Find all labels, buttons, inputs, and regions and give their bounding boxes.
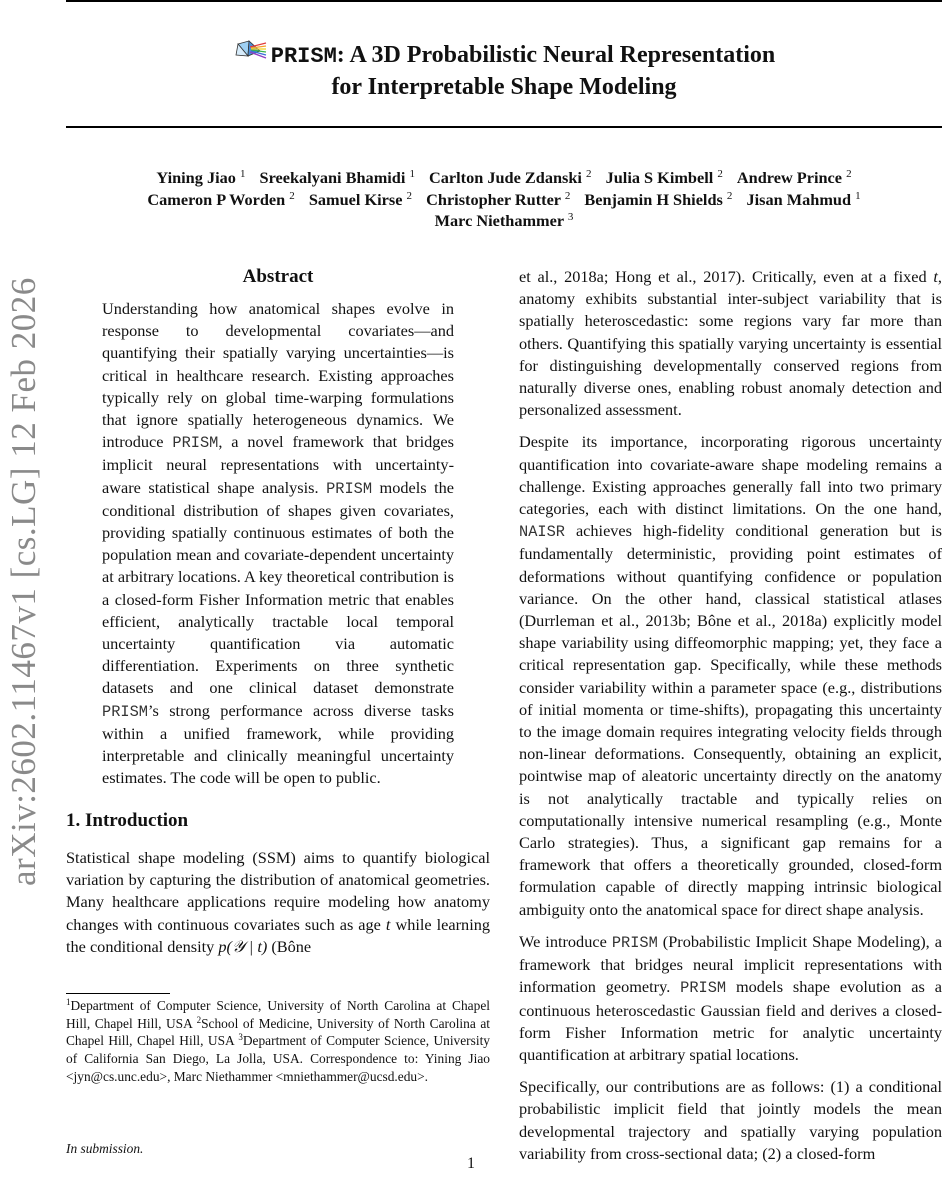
title-rule	[66, 126, 942, 128]
abstract-heading: Abstract	[242, 266, 314, 287]
arxiv-sidebar-identifier: arXiv:2602.11467v1 [cs.LG] 12 Feb 2026	[4, 277, 43, 887]
author: Andrew Prince $^2$	[736, 168, 852, 187]
intro-paragraph: Statistical shape modeling (SSM) aims to quantify biological variation by capturing the distribution of anatomical geometries. Many healthcare applications require modeling how anatomy changes with continuous covariates such as age t while learning the conditional density p(𝒴 | t) (Bône	[66, 848, 490, 956]
prism-name: PRISM	[611, 933, 658, 952]
prism-name: PRISM	[172, 434, 219, 453]
math-conditional-density: p(𝒴 | t)	[218, 936, 268, 956]
prism-name: PRISM	[326, 479, 373, 498]
author: Julia S Kimbell $^2$	[605, 168, 723, 187]
intro-paragraph: Despite its importance, incorporating rigorous uncertainty quantification into covariate-aware shape modeling remains a challenge. Existing approaches generally fall into two primary categories, each with distinct limitations. On the one hand, NAISR achieves high-fidelity conditional generation but is fundamentally deterministic, providing point estimates of deformations without quantifying confidence or population variance. On the other hand, classical statistical atlases (Durrleman et al., 2013b; Bône et al., 2018a) explicitly model shape variability using diffeomorphic mapping; yet, they face a critical representation gap. Specifically, while these methods consider variability within a parameter space (e.g., distributions of initial momenta or time-shifts), propagating this uncertainty to the image domain requires integrating velocity fields through non-linear deformations. Consequently, obtaining an explicit, pointwise map of aleatoric uncertainty directly on the anatomy is not analytically tractable and typically relies on computationally intensive numerical resampling (e.g., Monte Carlo strategies). Thus, a significant gap remains for a framework that offers a theoretically grounded, closed-form formulation capable of directly mapping intrinsic biological ambiguity onto the anatomical space for direct shape analysis.	[519, 432, 942, 919]
prism-name: PRISM	[102, 702, 148, 721]
page-number: 1	[467, 1155, 475, 1172]
author: Sreekalyani Bhamidi $^1$	[259, 168, 415, 187]
submission-note: In submission.	[66, 1141, 144, 1156]
author: Yining Jiao $^1$	[156, 168, 246, 187]
author: Samuel Kirse $^2$	[308, 189, 413, 209]
paper-title	[66, 38, 942, 103]
affiliation-footnote: $^1$Department of Computer Science, University of North Carolina at Chapel Hill, Chapel Hill, USA $^2$School of Medicine, University of North Carolina at Chapel Hill, Chapel Hill, USA $^3$Department of Computer Science, University of California San Diego, La Jolla, USA. Correspondence to: Yining Jiao <jyn@cs.unc.edu>, Marc Niethammer <mniethammer@ucsd.edu>.	[66, 997, 490, 1084]
top-rule	[66, 0, 942, 2]
section-heading-introduction: 1. Introduction	[66, 810, 189, 831]
title-line2: for Interpretable Shape Modeling	[331, 74, 677, 100]
intro-paragraph: et al., 2018a; Hong et al., 2017). Critically, even at a fixed t, anatomy exhibits substantial inter-subject variability that is spatially heteroscedastic: some regions vary far more than others. Quantifying this spatially varying uncertainty is essential for distinguishing developmentally conserved regions from naturally diverse ones, enabling robust anomaly detection and personalized assessment.	[519, 267, 942, 420]
title-prism-name: PRISM	[270, 44, 337, 69]
title-line1: : A 3D Probabilistic Neural Representation	[336, 42, 776, 68]
author: Benjamin H Shields $^2$	[584, 189, 733, 209]
intro-paragraph: We introduce PRISM (Probabilistic Implicit Shape Modeling), a framework that bridges neural implicit representations with information geometry. PRISM models shape evolution as a continuous heteroscedastic Gaussian field and derives a closed-form Fisher Information metric for analytic uncertainty quantification at arbitrary spatial locations.	[519, 931, 942, 1064]
intro-paragraph: Specifically, our contributions are as follows: (1) a conditional probabilistic implicit field that jointly models the mean developmental trajectory and spatially varying population variability from cross-sectional data; (2) a closed-form	[519, 1077, 942, 1163]
right-column	[519, 266, 942, 1175]
author: Carlton Jude Zdanski $^2$	[429, 168, 592, 187]
author: Jisan Mahmud $^1$	[746, 189, 861, 209]
prism-name: PRISM	[680, 979, 727, 998]
naisr-name: NAISR	[519, 523, 565, 542]
author: Christopher Rutter $^2$	[426, 189, 571, 209]
footnote-rule	[66, 993, 170, 994]
author-list	[66, 167, 942, 232]
prism-logo-icon	[233, 38, 267, 64]
author: Cameron P Worden $^2$	[147, 189, 295, 209]
author: Marc Niethammer $^3$	[434, 211, 574, 230]
abstract-body: Understanding how anatomical shapes evolve in response to developmental covariates—and quantifying their spatially varying uncertainties—is critical in healthcare research. Existing approaches typically rely on global time-warping formulations that ignore spatially heterogeneous dynamics. We introduce PRISM, a novel framework that bridges implicit neural representations with uncertainty-aware statistical shape analysis. PRISM models the conditional distribution of shapes given covariates, providing spatially continuous estimates of both the population mean and covariate-dependent uncertainty at arbitrary locations. A key theoretical contribution is a closed-form Fisher Information metric that enables efficient, analytically tractable local temporal uncertainty quantification via automatic differentiation. Experiments on three synthetic datasets and one clinical dataset demonstrate PRISM’s strong performance across diverse tasks within a unified framework, while providing interpretable and clinically meaningful uncertainty estimates. The code will be open to public.	[102, 299, 454, 788]
